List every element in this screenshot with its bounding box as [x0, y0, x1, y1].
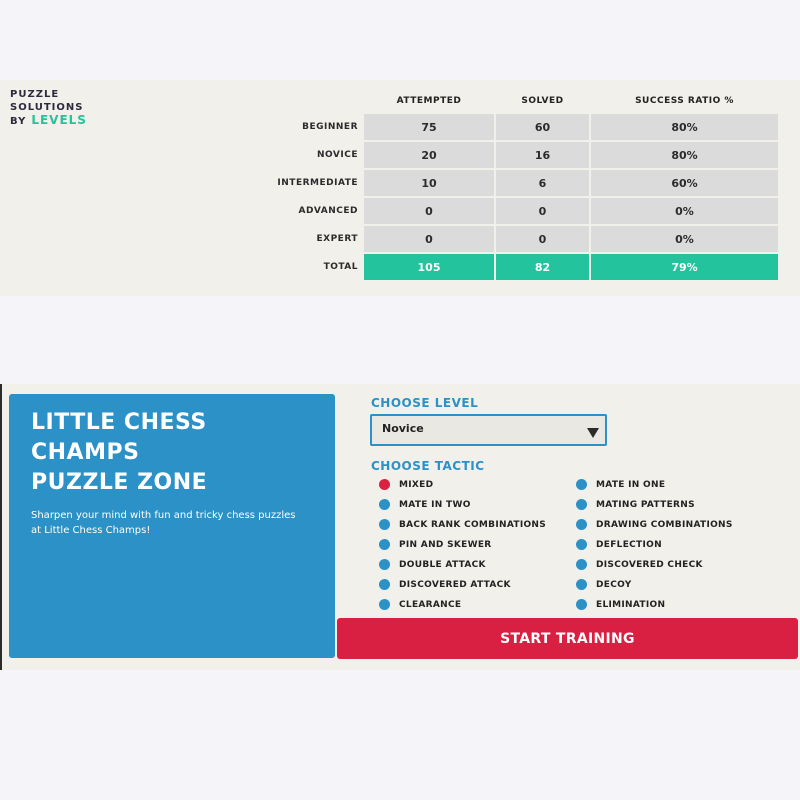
table-row — [272, 170, 778, 196]
tactic-label: ELIMINATION — [596, 599, 666, 610]
ratio-cell: 80% — [591, 114, 778, 140]
header-attempted: ATTEMPTED — [396, 96, 462, 106]
puzzle-training-panel — [0, 384, 800, 670]
hero-title — [31, 408, 321, 498]
row-label: ADVANCED — [298, 206, 358, 216]
tactic-label: MATE IN ONE — [596, 479, 666, 490]
hero-card — [9, 394, 335, 658]
table-row — [272, 114, 778, 140]
total-row — [272, 254, 778, 280]
puzzle-stats-panel — [0, 80, 800, 296]
brand-line-puzzle: PUZZLE — [10, 89, 60, 100]
radio-icon — [379, 559, 390, 570]
hero-description: Sharpen your mind with fun and tricky chess puzzles at Little Chess Champs! — [31, 510, 296, 536]
radio-icon — [379, 579, 390, 590]
hero-title-line2: PUZZLE ZONE — [31, 470, 208, 495]
tactic-label: DEFLECTION — [596, 539, 662, 550]
tactic-option-elimination[interactable] — [576, 599, 665, 610]
hero-title-line1: LITTLE CHESS CHAMPS — [31, 410, 207, 465]
tactic-option-deflection[interactable] — [576, 539, 662, 550]
table-row — [272, 198, 778, 224]
header-success-ratio: SUCCESS RATIO % — [635, 96, 734, 106]
brand-line-solutions: SOLUTIONS — [10, 102, 84, 113]
tactic-label: MATE IN TWO — [399, 499, 471, 510]
tactic-label: MIXED — [399, 479, 434, 490]
radio-icon — [576, 539, 587, 550]
row-label: INTERMEDIATE — [277, 178, 358, 188]
attempted-cell: 75 — [364, 114, 494, 140]
tactic-option-discovered-attack[interactable] — [379, 579, 511, 590]
solved-cell: 6 — [496, 170, 589, 196]
tactic-option-double-attack[interactable] — [379, 559, 486, 570]
attempted-cell: 10 — [364, 170, 494, 196]
total-label: TOTAL — [323, 262, 358, 272]
attempted-cell: 0 — [364, 198, 494, 224]
tactic-label: MATING PATTERNS — [596, 499, 695, 510]
ratio-cell: 60% — [591, 170, 778, 196]
solved-cell: 0 — [496, 226, 589, 252]
radio-icon — [576, 499, 587, 510]
attempted-cell: 20 — [364, 142, 494, 168]
puzzle-stats-table — [270, 88, 780, 282]
radio-icon — [576, 479, 587, 490]
radio-icon — [576, 559, 587, 570]
radio-icon — [379, 599, 390, 610]
level-select[interactable] — [370, 414, 607, 446]
radio-icon — [576, 519, 587, 530]
radio-icon — [576, 579, 587, 590]
row-label: NOVICE — [316, 150, 358, 160]
radio-icon — [379, 519, 390, 530]
start-training-label: START TRAINING — [500, 630, 635, 647]
tactic-option-mate-in-one[interactable] — [576, 479, 665, 490]
solved-cell: 16 — [496, 142, 589, 168]
solved-cell: 60 — [496, 114, 589, 140]
brand-levels: LEVELS — [31, 113, 87, 127]
attempted-cell: 0 — [364, 226, 494, 252]
tactic-option-mate-in-two[interactable] — [379, 499, 471, 510]
tactic-option-discovered-check[interactable] — [576, 559, 703, 570]
radio-selected-icon — [379, 479, 390, 490]
puzzle-solutions-logo — [10, 88, 87, 128]
tactic-label: DRAWING COMBINATIONS — [596, 519, 733, 530]
choose-tactic-label: CHOOSE TACTIC — [371, 459, 485, 473]
header-solved: SOLVED — [521, 96, 564, 106]
tactic-label: PIN AND SKEWER — [399, 539, 492, 550]
dropdown-arrow-icon — [587, 428, 599, 438]
tactic-option-mixed[interactable] — [379, 479, 433, 490]
radio-icon — [379, 499, 390, 510]
tactic-option-clearance[interactable] — [379, 599, 461, 610]
tactic-option-drawing-combinations[interactable] — [576, 519, 733, 530]
total-ratio-cell: 79% — [591, 254, 778, 280]
row-label: BEGINNER — [302, 122, 358, 132]
radio-icon — [576, 599, 587, 610]
tactic-option-decoy[interactable] — [576, 579, 632, 590]
radio-icon — [379, 539, 390, 550]
total-attempted-cell: 105 — [364, 254, 494, 280]
brand-by: BY — [10, 116, 27, 127]
table-row — [272, 226, 778, 252]
tactic-label: CLEARANCE — [399, 599, 462, 610]
start-training-button[interactable] — [337, 618, 798, 659]
tactic-option-back-rank[interactable] — [379, 519, 546, 530]
tactic-option-mating-patterns[interactable] — [576, 499, 695, 510]
table-row — [272, 142, 778, 168]
tactic-label: BACK RANK COMBINATIONS — [399, 519, 547, 530]
ratio-cell: 80% — [591, 142, 778, 168]
tactic-label: DOUBLE ATTACK — [399, 559, 486, 570]
tactic-option-pin-and-skewer[interactable] — [379, 539, 492, 550]
level-select-value: Novice — [382, 422, 424, 435]
total-solved-cell: 82 — [496, 254, 589, 280]
header-empty — [272, 90, 362, 112]
ratio-cell: 0% — [591, 198, 778, 224]
solved-cell: 0 — [496, 198, 589, 224]
tactic-label: DISCOVERED ATTACK — [399, 579, 511, 590]
choose-level-label: CHOOSE LEVEL — [371, 396, 479, 410]
ratio-cell: 0% — [591, 226, 778, 252]
tactic-label: DECOY — [596, 579, 632, 590]
table-header-row — [272, 90, 778, 112]
row-label: EXPERT — [316, 234, 358, 244]
tactic-label: DISCOVERED CHECK — [596, 559, 703, 570]
